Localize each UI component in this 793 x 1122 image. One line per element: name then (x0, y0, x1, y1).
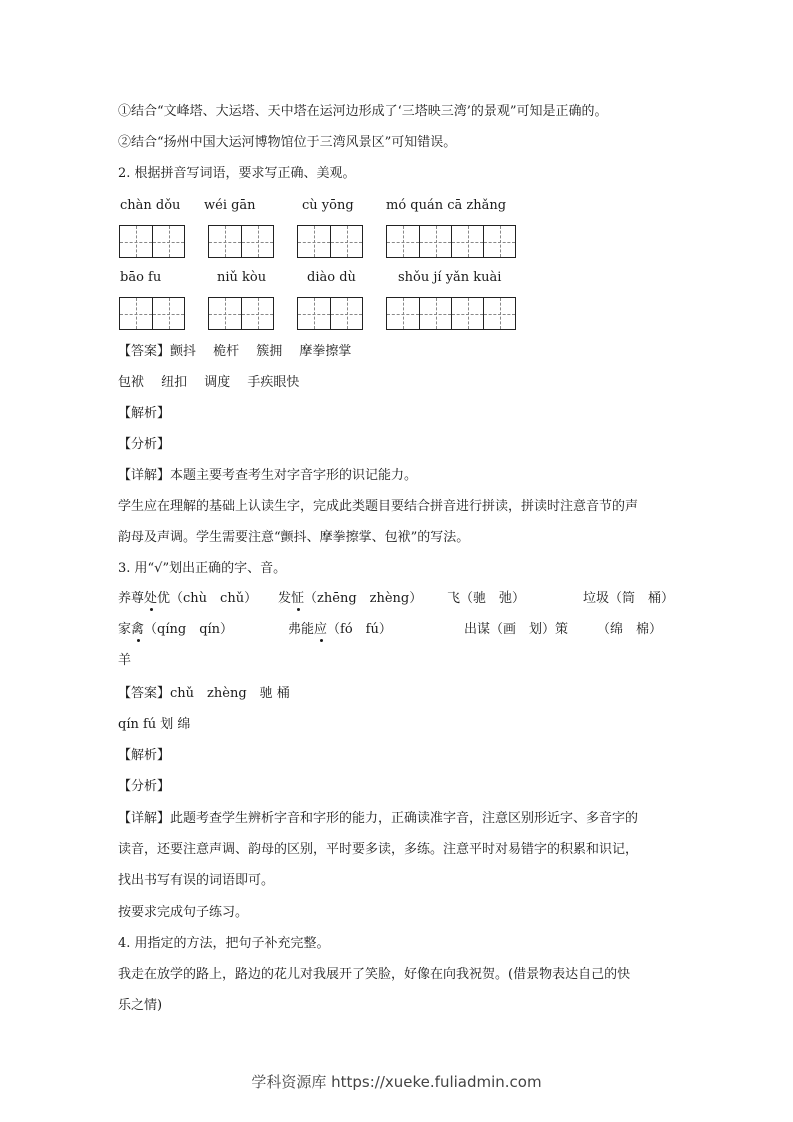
q2-detail-line-3: 韵母及声调。学生需要注意“颤抖、摩拳擦掌、包袱”的写法。 (118, 530, 470, 545)
q3-fenxi-heading: 【分析】 (118, 779, 171, 794)
pinyin-label: bāo fu (120, 270, 162, 285)
q3-detail-line-3: 找出书写有误的词语即可。 (118, 873, 275, 888)
pinyin-label: wéi gān (204, 198, 256, 213)
question-4-title: 4. 用指定的方法，把句子补充完整。 (118, 936, 330, 951)
question-3-title: 3. 用“√”划出正确的字、音。 (118, 561, 287, 576)
writing-grid[interactable] (386, 297, 516, 330)
writing-grid[interactable] (119, 225, 185, 258)
writing-grid[interactable] (297, 297, 363, 330)
q3-detail-line-2: 读音，还要注意声调、韵母的区别，平时要多读，多练。注意平时对易错字的积累和识记， (118, 842, 639, 857)
analysis-line-1: ①结合“文峰塔、大运塔、天中塔在运河边形成了‘三塔映三湾’的景观”可知是正确的。 (118, 104, 608, 119)
q3-item-yang-zun-chu-you: 养尊处优（chù chǔ） (118, 591, 258, 606)
q2-jiexi-heading: 【解析】 (118, 406, 171, 421)
q3-detail-line-1: 【详解】此题考查学生辨析字音和字形的能力，正确读准字音，注意区别形近字、多音字的 (118, 811, 639, 826)
footer-watermark: 学科资源库 https://xueke.fuliadmin.com (251, 1073, 542, 1091)
pinyin-label: niǔ kòu (217, 270, 267, 285)
q3-item-jia-qin: 家禽（qíng qín） (118, 622, 234, 637)
pinyin-label: diào dù (307, 270, 356, 285)
q2-answer-line-1: 【答案】颤抖 桅杆 簇拥 摩拳擦掌 (118, 344, 352, 359)
pinyin-label: shǒu jí yǎn kuài (398, 270, 502, 285)
q3-item-fa-zheng: 发怔（zhēng zhèng） (278, 591, 423, 606)
q3-answer-line-1: 【答案】chǔ zhèng 驰 桶 (118, 686, 290, 701)
section-heading: 按要求完成句子练习。 (118, 905, 249, 920)
q4-text-line-2: 乐之情) (118, 998, 163, 1013)
pinyin-label: chàn dǒu (120, 198, 181, 213)
q2-answer-line-2: 包袱 纽扣 调度 手疾眼快 (118, 375, 300, 390)
question-2-title: 2. 根据拼音写词语，要求写正确、美观。 (118, 166, 356, 181)
q3-item-fu-neng-ying: 弗能应（fó fú） (288, 622, 392, 637)
writing-grid[interactable] (208, 225, 274, 258)
q4-text-line-1: 我走在放学的路上，路边的花儿对我展开了笑脸，好像在向我祝贺。(借景物表达自己的快 (118, 967, 631, 982)
q3-item-laji-tong: 垃圾（筒 桶） (583, 591, 675, 606)
q3-jiexi-heading: 【解析】 (118, 748, 171, 763)
analysis-line-2: ②结合“扬州中国大运河博物馆位于三湾风景区”可知错误。 (118, 135, 457, 150)
writing-grid[interactable] (386, 225, 516, 258)
q3-item-mian-yang-suffix: 羊 (118, 653, 132, 668)
writing-grid[interactable] (208, 297, 274, 330)
q3-answer-line-2: qín fú 划 绵 (118, 717, 191, 732)
pinyin-label: cù yōng (302, 198, 354, 213)
q3-item-chu-mou-hua-ce: 出谋（画 划）策 (464, 622, 569, 637)
q2-detail-line-2: 学生应在理解的基础上认读生字，完成此类题目要结合拼音进行拼读，拼读时注意音节的声 (118, 499, 639, 514)
q3-item-mian-yang: （绵 棉） (597, 622, 663, 637)
q2-fenxi-heading: 【分析】 (118, 437, 171, 452)
q3-item-fei-chi: 飞（驰 弛） (447, 591, 526, 606)
q2-detail-line-1: 【详解】本题主要考查考生对字音字形的识记能力。 (118, 468, 418, 483)
writing-grid[interactable] (297, 225, 363, 258)
writing-grid[interactable] (119, 297, 185, 330)
pinyin-label: mó quán cā zhǎng (386, 198, 507, 213)
